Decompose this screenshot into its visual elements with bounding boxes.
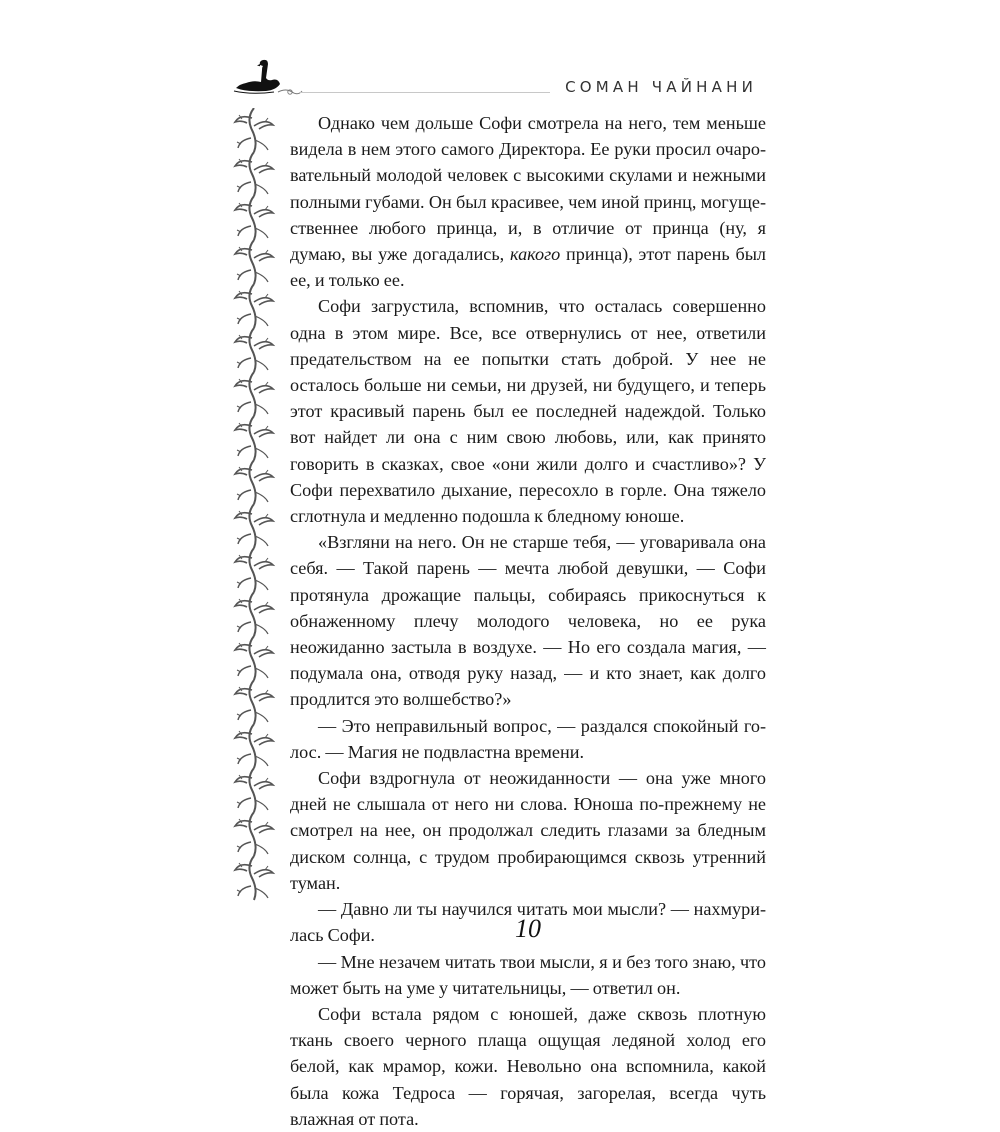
paragraph: — Это неправильный вопрос, — раздался спокойный голос. — Магия не подвластна времени. <box>290 715 766 762</box>
paragraph: «Взгляни на него. Он не старше тебя, — уговаривала она себя. — Такой парень — мечта любой девушки, — Софи протянула дрожащие пальцы, собираясь прикоснуться к обнаженному плечу молодого человека, но ее рука неожиданно застыла в воздухе. — Но его создала магия, — подумала она, отводя руку назад, — и кто знает, как долго продлится это волшебство?» <box>290 532 766 710</box>
thorny-vine-border-icon <box>232 108 276 918</box>
swan-icon <box>232 58 304 104</box>
running-head: СОМАН ЧАЙНАНИ <box>565 78 757 96</box>
paragraph: Софи встала рядом с юношей, даже сквозь плотную ткань своего черного плаща ощущая ледяной холод его белой, как мрамор, кожи. Невольно она вспомнила, какой была кожа Тедроса — горячая, загорелая, всегда чуть влажная от пота. <box>290 1003 766 1129</box>
header-rule <box>300 92 550 93</box>
paragraph: — Давно ли ты научился читать мои мысли? — нахмурилась Софи. <box>290 899 766 946</box>
page-number: 10 <box>515 914 541 943</box>
paragraph: Софи загрустила, вспомнив, что осталась совершенно одна в этом мире. Все, все отвернулись от нее, ответили предательством на ее попытки стать доброй. У нее не осталось больше ни семьи, ни друзей, ни будущего, и теперь этот красивый парень был ее последней надеждой. Только вот найдет ли она с ним свою любовь, или, как принято говорить в сказках, свое «они жили долго и счастливо»? У Софи перехватило дыхание, пересохло в горле. Она тяжело сглотнула и медленно подошла к бледному юноше. <box>290 296 766 527</box>
paragraph: Софи вздрогнула от неожиданности — она уже много дней не слышала от него ни слова. Юноша по-прежнему не смотрел на нее, он продолжал следить глазами за бледным диском солнца, с трудом пробирающимся сквозь утренний туман. <box>290 768 766 893</box>
body-text <box>290 110 766 1132</box>
paragraph: — Мне незачем читать твои мысли, я и без того знаю, что может быть на уме у читательницы, — ответил он. <box>290 951 766 998</box>
paragraph: Однако чем дольше Софи смотрела на него, тем меньше видела в нем этого самого Директора. Ее руки просил очаровательный молодой человек с высокими скулами и нежными полными губами. Он был красивее, чем иной принц, могущественнее любого принца, и, в отличие от принца (ну, я думаю, вы уже догадались, какого принца), этот парень был ее, и только ее. <box>290 113 766 291</box>
emphasis: какого <box>510 244 561 265</box>
